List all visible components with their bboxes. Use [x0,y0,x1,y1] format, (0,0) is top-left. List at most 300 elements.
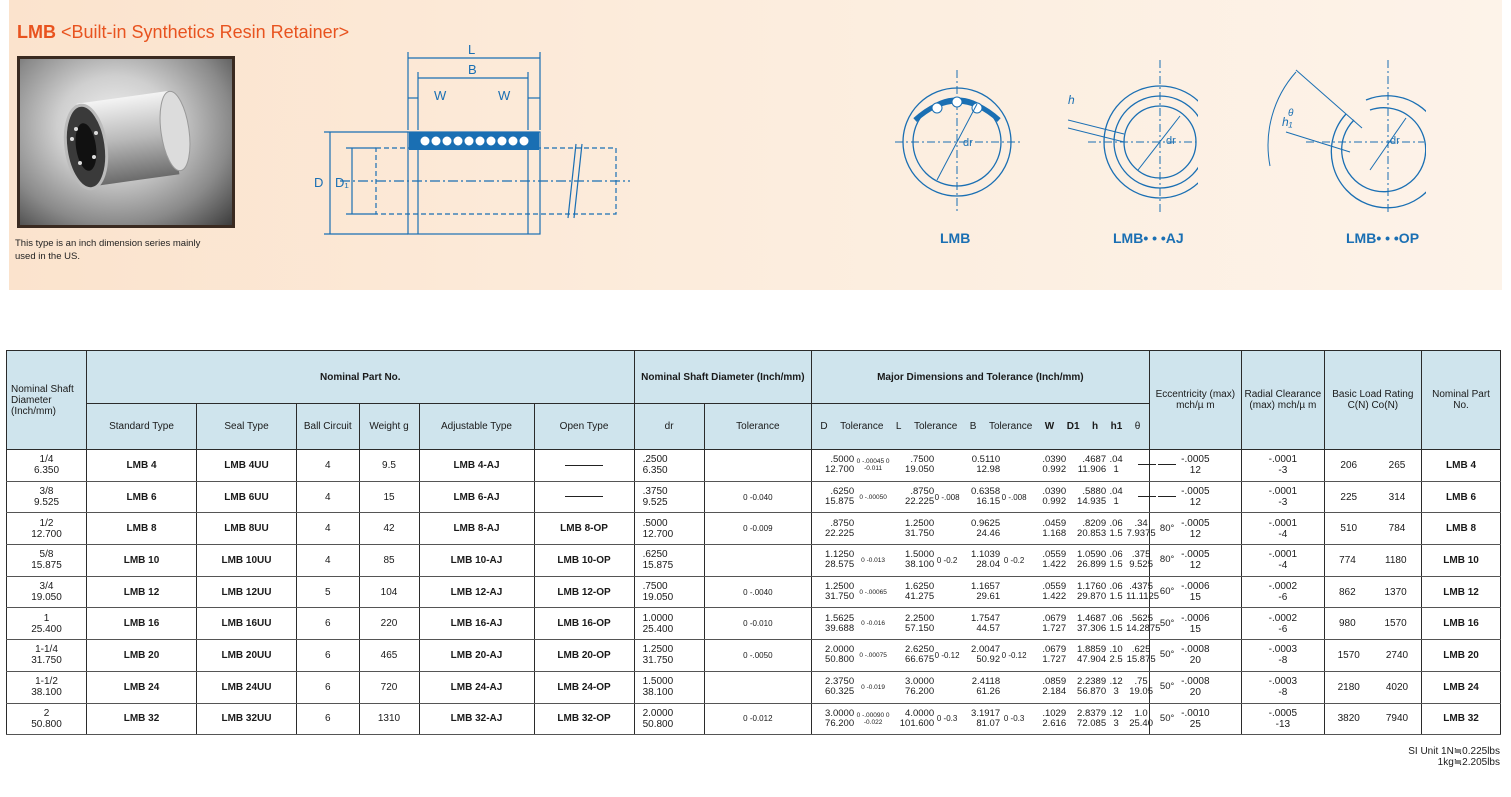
cell-shaft-in: 3/4 [39,581,54,593]
dash-mark [1138,496,1156,497]
cell-shaft-in: 2 [43,707,50,719]
cell-W-mm: 2.616 [1042,717,1067,729]
cell-dr-tol-val: 0 -0.040 [743,492,773,502]
cell-h1-mm: 11.1125 [1126,591,1160,603]
cell-dr-mm: 19.050 [642,592,674,604]
cell-h-mm: 2.5 [1109,654,1123,666]
cell-weight: 720 [359,671,419,703]
cell-dr-in: 1.5000 [642,676,674,688]
cell-L-mm: 22.225 [905,496,935,508]
th-standard: Standard Type [87,404,197,450]
cell-load [1324,513,1422,545]
cell-h-in: .06 [1109,517,1123,529]
th-ball: Ball Circuit [297,404,360,450]
cell-h-mm: 3 [1113,686,1119,698]
cell-rad-in: -.0001 [1268,454,1298,466]
cell-L-tol: 0 -0.12 [934,650,960,660]
cell-shaft-mm: 50.800 [31,718,62,730]
cell-dr-in: 1.2500 [642,644,674,656]
cell-ecc-in: -.0005 [1181,517,1210,529]
ring-lmb [895,60,1025,225]
cell-dr-tol-val: 0 -.0040 [743,587,773,597]
cell-load-c: 3820 [1337,713,1360,725]
cell-dr-mm: 9.525 [642,497,668,509]
table-row [7,671,1501,703]
cell-weight: 42 [359,513,419,545]
cell-radial [1242,671,1325,703]
cell-rad-um: -4 [1278,528,1288,540]
cell-h-mm: 1.5 [1109,559,1123,571]
cell-D-tol: 0 -0.019 [861,683,886,691]
cell-theta: 60° [1159,586,1175,598]
dim-D1: D₁ [335,175,349,190]
cell-dr-tol [704,481,812,513]
cell-part: LMB 16 [1422,608,1501,640]
cell-adjustable: LMB 20-AJ [419,640,534,672]
cell-major [812,576,1175,608]
th-seal: Seal Type [197,404,297,450]
cell-part: LMB 6 [1422,481,1501,513]
cell-open [534,450,634,482]
cell-rad-um: -8 [1278,655,1288,667]
cell-dr [634,703,704,735]
cell-dr-tol [704,513,812,545]
cell-D-mm: 60.325 [825,686,855,698]
ring-label-lmb: LMB [940,230,971,246]
cell-rad-um: -3 [1278,497,1288,509]
cell-D-in: 2.3750 [825,676,855,688]
dr-label-1: dr [963,137,973,149]
cell-dr-tol-val: 0 -.0050 [743,650,773,660]
cell-seal: LMB 4UU [197,450,297,482]
cell-load-co: 1180 [1385,554,1407,566]
cell-rad-in: -.0001 [1268,486,1298,498]
cell-ecc-in: -.0006 [1181,581,1210,593]
cell-L-in: .7500 [910,454,935,466]
cell-h1-in: .34 [1134,517,1148,529]
cell-D1-mm: 20.853 [1077,527,1107,539]
cell-B-tol: 0 -0.12 [1001,650,1027,660]
cell-weight: 465 [359,640,419,672]
cell-dr [634,671,704,703]
title-subtitle: <Built-in Synthetics Resin Retainer> [61,22,350,42]
cell-L-tol: 0 -0.2 [936,555,958,565]
cell-B-tol: 0 -0.2 [1003,555,1025,565]
spec-table [6,350,1501,735]
cell-shaft [7,671,87,703]
cell-standard: LMB 32 [87,703,197,735]
cell-theta: 80° [1159,554,1175,566]
cell-dr-in: .6250 [642,549,668,561]
cell-ecc-in: -.0005 [1181,454,1210,466]
cell-radial [1242,545,1325,577]
cell-B-tol: 0 -.008 [1001,492,1027,502]
cell-L-tol: 0 -0.3 [936,714,958,724]
h1-label: h₁ [1282,115,1293,129]
th-D: D [820,421,828,432]
cell-D1-mm: 26.899 [1077,559,1107,571]
footnote-line-1: SI Unit 1N≒0.225lbs [1408,746,1500,757]
cell-shaft-in: 1 [43,612,50,624]
cell-rad-in: -.0002 [1268,581,1298,593]
cell-radial [1242,481,1325,513]
footnote-line-2: 1kg≒2.205lbs [1437,757,1500,768]
cell-rad-in: -.0003 [1268,644,1298,656]
cell-ecc-in: -.0006 [1181,612,1210,624]
cell-W-in: .0859 [1042,676,1067,688]
cell-major [812,671,1175,703]
spec-table-body [7,450,1501,735]
cell-dr-in: .3750 [642,486,668,498]
cell-standard: LMB 24 [87,671,197,703]
cell-weight: 9.5 [359,450,419,482]
cell-D1-mm: 47.904 [1077,654,1107,666]
dim-B: B [468,62,477,77]
cell-h1-in: .4375 [1129,581,1153,593]
cell-h-in: .12 [1109,676,1123,688]
cell-ecc-in: -.0005 [1181,486,1210,498]
cell-dr-mm: 15.875 [642,560,674,572]
cell-weight: 15 [359,481,419,513]
cell-load-c: 225 [1340,491,1358,503]
cell-h1-mm: 14.2875 [1126,622,1161,634]
theta-label: θ [1288,108,1294,119]
cell-W-in: .0559 [1042,581,1067,593]
dash-mark [1158,496,1176,497]
cell-B-mm: 28.04 [976,559,1001,571]
cell-D1-mm: 37.306 [1077,622,1107,634]
cell-D-in: .5000 [830,454,855,466]
cell-B-in: 0.9625 [971,517,1001,529]
th-theta: θ [1134,421,1141,432]
cell-dr-mm: 31.750 [642,655,674,667]
dim-W1: W [434,88,447,103]
cell-open: LMB 10-OP [534,545,634,577]
cell-ecc-um: 25 [1189,718,1201,730]
cell-load-c: 862 [1339,586,1356,598]
cell-B-in: 3.1917 [971,707,1001,719]
table-row [7,608,1501,640]
cell-L-mm: 38.100 [905,559,935,571]
cell-h-mm: 1.5 [1109,622,1123,634]
cell-L-in: .8750 [910,486,935,498]
cell-weight: 104 [359,576,419,608]
cell-dr-tol [704,640,812,672]
cell-h-in: .12 [1109,707,1123,719]
th-D1: D1 [1066,421,1080,432]
cell-dr-tol [704,671,812,703]
cell-shaft-mm: 12.700 [31,528,62,540]
cell-load [1324,640,1422,672]
cell-h-mm: 1 [1113,464,1119,476]
cell-D1-mm: 56.870 [1077,686,1107,698]
cell-load-c: 206 [1340,459,1358,471]
footnote [1408,746,1500,768]
cell-dr [634,608,704,640]
cell-ecc-um: 15 [1189,623,1201,635]
cell-W-mm: 1.168 [1042,527,1067,539]
cell-dr-in: .2500 [642,454,668,466]
cell-theta: 80° [1159,522,1175,534]
cell-weight: 1310 [359,703,419,735]
cell-standard: LMB 6 [87,481,197,513]
cell-seal: LMB 6UU [197,481,297,513]
th-major-sub [812,404,1150,450]
cell-B-in: 2.0047 [971,644,1001,656]
cell-load-c: 2180 [1337,681,1360,693]
cell-L-in: 4.0000 [905,707,935,719]
th-adjustable: Adjustable Type [419,404,534,450]
cell-B-mm: 81.07 [976,717,1001,729]
cell-major [812,450,1150,482]
cell-D1-in: .8209 [1082,517,1107,529]
cell-B-in: 1.1039 [971,549,1001,561]
cell-D-tol: 0 -.00065 [859,588,887,596]
cell-major [812,545,1175,577]
dash-mark [1138,464,1156,465]
cell-shaft-mm: 9.525 [33,497,60,509]
cell-dr-tol [704,450,812,482]
cell-part: LMB 20 [1422,640,1501,672]
cell-dr-tol-val: 0 -0.010 [743,619,773,629]
cell-ecc-um: 12 [1189,528,1201,540]
cell-D-mm: 22.225 [825,527,855,539]
cell-W-in: .0679 [1042,612,1067,624]
cell-load [1324,703,1422,735]
cell-adjustable: LMB 6-AJ [419,481,534,513]
cell-dr-mm: 25.400 [642,623,674,635]
cell-standard: LMB 4 [87,450,197,482]
cell-shaft [7,703,87,735]
cell-D1-in: 1.0590 [1077,549,1107,561]
cell-B-mm: 24.46 [976,527,1001,539]
cell-major [812,481,1150,513]
cell-shaft-mm: 6.350 [33,465,60,477]
cell-W-in: .1029 [1042,707,1067,719]
cell-D1-mm: 11.906 [1077,464,1107,476]
th-dr: dr [634,404,704,450]
cell-shaft [7,576,87,608]
cell-D-in: 1.2500 [825,581,855,593]
cell-ecc-in: -.0005 [1181,549,1210,561]
cell-dr-tol [704,545,812,577]
ring-lmb-op [1266,60,1426,225]
intro-text: This type is an inch dimension series mainly used in the US. [15,238,201,262]
dr-label-3: dr [1390,135,1400,147]
cell-radial [1242,640,1325,672]
cell-B-in: 2.4118 [971,676,1001,688]
cell-ecc-in: -.0008 [1181,644,1210,656]
cell-D-tol: 0 -.00090 0 -0.022 [856,711,890,726]
cell-L-mm: 57.150 [905,622,935,634]
cell-D-in: .8750 [830,517,855,529]
cell-L-tol: 0 -.008 [934,492,960,502]
table-row [7,481,1501,513]
cell-L-in: 1.2500 [905,517,935,529]
cell-load-co: 2740 [1385,649,1409,661]
cell-rad-um: -4 [1278,560,1288,572]
cell-standard: LMB 10 [87,545,197,577]
cell-theta: 50° [1159,712,1175,724]
cell-W-mm: 0.992 [1042,464,1067,476]
cell-shaft-mm: 38.100 [31,687,62,699]
cell-rad-um: -6 [1278,623,1288,635]
cell-h1-mm: 7.9375 [1126,527,1156,539]
ring-label-lmb-op: LMB• • •OP [1346,230,1420,246]
cell-dr [634,481,704,513]
th-shaft-diam: Nominal Shaft Diameter (Inch/mm) [634,351,812,404]
cell-shaft-mm: 19.050 [31,592,62,604]
cell-D1-in: 2.8379 [1077,707,1107,719]
cell-L-mm: 76.200 [905,686,935,698]
table-row [7,450,1501,482]
th-h: h [1092,421,1099,432]
cell-load-co: 1370 [1384,586,1407,598]
cell-L-mm: 19.050 [905,464,935,476]
bearing-image [20,59,232,225]
bearing-side-diagram [300,40,640,255]
cell-D1-in: .5880 [1082,486,1107,498]
cell-shaft-in: 1-1/4 [35,644,58,656]
th-weight: Weight g [359,404,419,450]
cell-load-c: 510 [1340,523,1358,535]
table-row [7,576,1501,608]
cell-ecc-um: 20 [1189,687,1201,699]
th-radial: Radial Clearance (max) mch/µ m [1242,351,1325,450]
th-nominal-shaft: Nominal Shaft Diameter (Inch/mm) [7,351,87,450]
cell-h-in: .04 [1109,486,1123,498]
cell-radial [1242,608,1325,640]
cell-D1-in: 1.4687 [1077,612,1107,624]
th-L: L [895,421,902,432]
cell-seal: LMB 20UU [197,640,297,672]
cell-h1-in: .625 [1131,644,1151,656]
cell-rad-in: -.0001 [1268,549,1298,561]
cell-ecc-in: -.0010 [1181,707,1210,719]
cell-dr [634,545,704,577]
cell-D-mm: 15.875 [825,496,855,508]
cell-radial [1242,513,1325,545]
cell-W-in: .0390 [1042,486,1067,498]
cell-rad-in: -.0005 [1268,707,1298,719]
cell-B-mm: 16.15 [976,496,1001,508]
cell-ecc-um: 12 [1189,465,1201,477]
cell-ball: 6 [297,640,360,672]
cell-ball: 4 [297,513,360,545]
cell-open: LMB 12-OP [534,576,634,608]
cell-shaft-in: 1/4 [39,454,54,466]
th-B-tol: Tolerance [988,421,1033,432]
cell-part: LMB 24 [1422,671,1501,703]
cell-dr-tol [704,576,812,608]
cell-standard: LMB 8 [87,513,197,545]
cell-shaft [7,640,87,672]
th-part-right: Nominal Part No. [1422,351,1501,450]
cell-dr-in: .5000 [642,517,668,529]
cell-load [1324,671,1422,703]
cell-load-co: 265 [1388,459,1406,471]
cell-D-mm: 12.700 [825,464,855,476]
table-row [7,703,1501,735]
cell-shaft [7,608,87,640]
cell-dr-mm: 50.800 [642,718,674,730]
cell-open: LMB 16-OP [534,608,634,640]
cell-D-mm: 76.200 [825,717,855,729]
cell-L-in: 3.0000 [905,676,935,688]
cell-adjustable: LMB 32-AJ [419,703,534,735]
cell-W-mm: 2.184 [1042,686,1067,698]
cell-load-co: 784 [1388,523,1406,535]
cell-B-mm: 29.61 [976,591,1001,603]
cell-seal: LMB 8UU [197,513,297,545]
cell-dr-mm: 38.100 [642,687,674,699]
cell-shaft-mm: 15.875 [31,560,62,572]
cell-D-tol: 0 -.00075 [859,651,887,659]
cell-W-mm: 1.727 [1042,654,1067,666]
cell-ecc-um: 12 [1189,560,1201,572]
cell-radial [1242,703,1325,735]
cell-shaft-in: 1-1/2 [35,676,58,688]
th-L-tol: Tolerance [913,421,958,432]
cell-D-mm: 39.688 [825,622,855,634]
cell-load-c: 980 [1339,618,1356,630]
cell-W-mm: 0.992 [1042,496,1067,508]
table-row [7,640,1501,672]
cell-B-in: 1.1657 [971,581,1001,593]
dash-mark [1158,464,1176,465]
cell-adjustable: LMB 24-AJ [419,671,534,703]
cell-L-in: 1.5000 [905,549,935,561]
cell-dr-tol [704,703,812,735]
cell-D1-in: 2.2389 [1077,676,1107,688]
cell-rad-um: -13 [1275,718,1291,730]
cell-dr-mm: 12.700 [642,528,674,540]
dim-W2: W [498,88,511,103]
cell-W-in: .0459 [1042,517,1067,529]
cell-dr-in: .7500 [642,581,668,593]
cell-shaft-in: 1/2 [39,517,54,529]
cell-B-in: 0.5110 [971,454,1001,466]
cell-load-co: 1570 [1384,618,1407,630]
cell-part: LMB 12 [1422,576,1501,608]
cell-part: LMB 8 [1422,513,1501,545]
cell-part: LMB 32 [1422,703,1501,735]
cell-h-in: .04 [1109,454,1123,466]
cell-ball: 5 [297,576,360,608]
cell-h-in: .10 [1109,644,1123,656]
cell-D-in: .6250 [830,486,855,498]
cell-W-mm: 1.727 [1042,622,1067,634]
cell-load-co: 4020 [1385,681,1409,693]
cell-W-mm: 1.422 [1042,591,1067,603]
cell-dr [634,513,704,545]
cell-rad-in: -.0002 [1268,612,1298,624]
cell-theta: 50° [1159,681,1175,693]
cell-D-in: 2.0000 [825,644,855,656]
cell-shaft-mm: 31.750 [31,655,62,667]
cell-load [1324,608,1422,640]
cell-seal: LMB 24UU [197,671,297,703]
th-major: Major Dimensions and Tolerance (Inch/mm) [812,351,1150,404]
cell-open [534,481,634,513]
cell-W-in: .0679 [1042,644,1067,656]
cell-part: LMB 10 [1422,545,1501,577]
cell-L-mm: 41.275 [905,591,935,603]
cell-ball: 4 [297,450,360,482]
product-photo [17,56,235,228]
cell-B-mm: 12.98 [976,464,1001,476]
cell-major [812,640,1175,672]
